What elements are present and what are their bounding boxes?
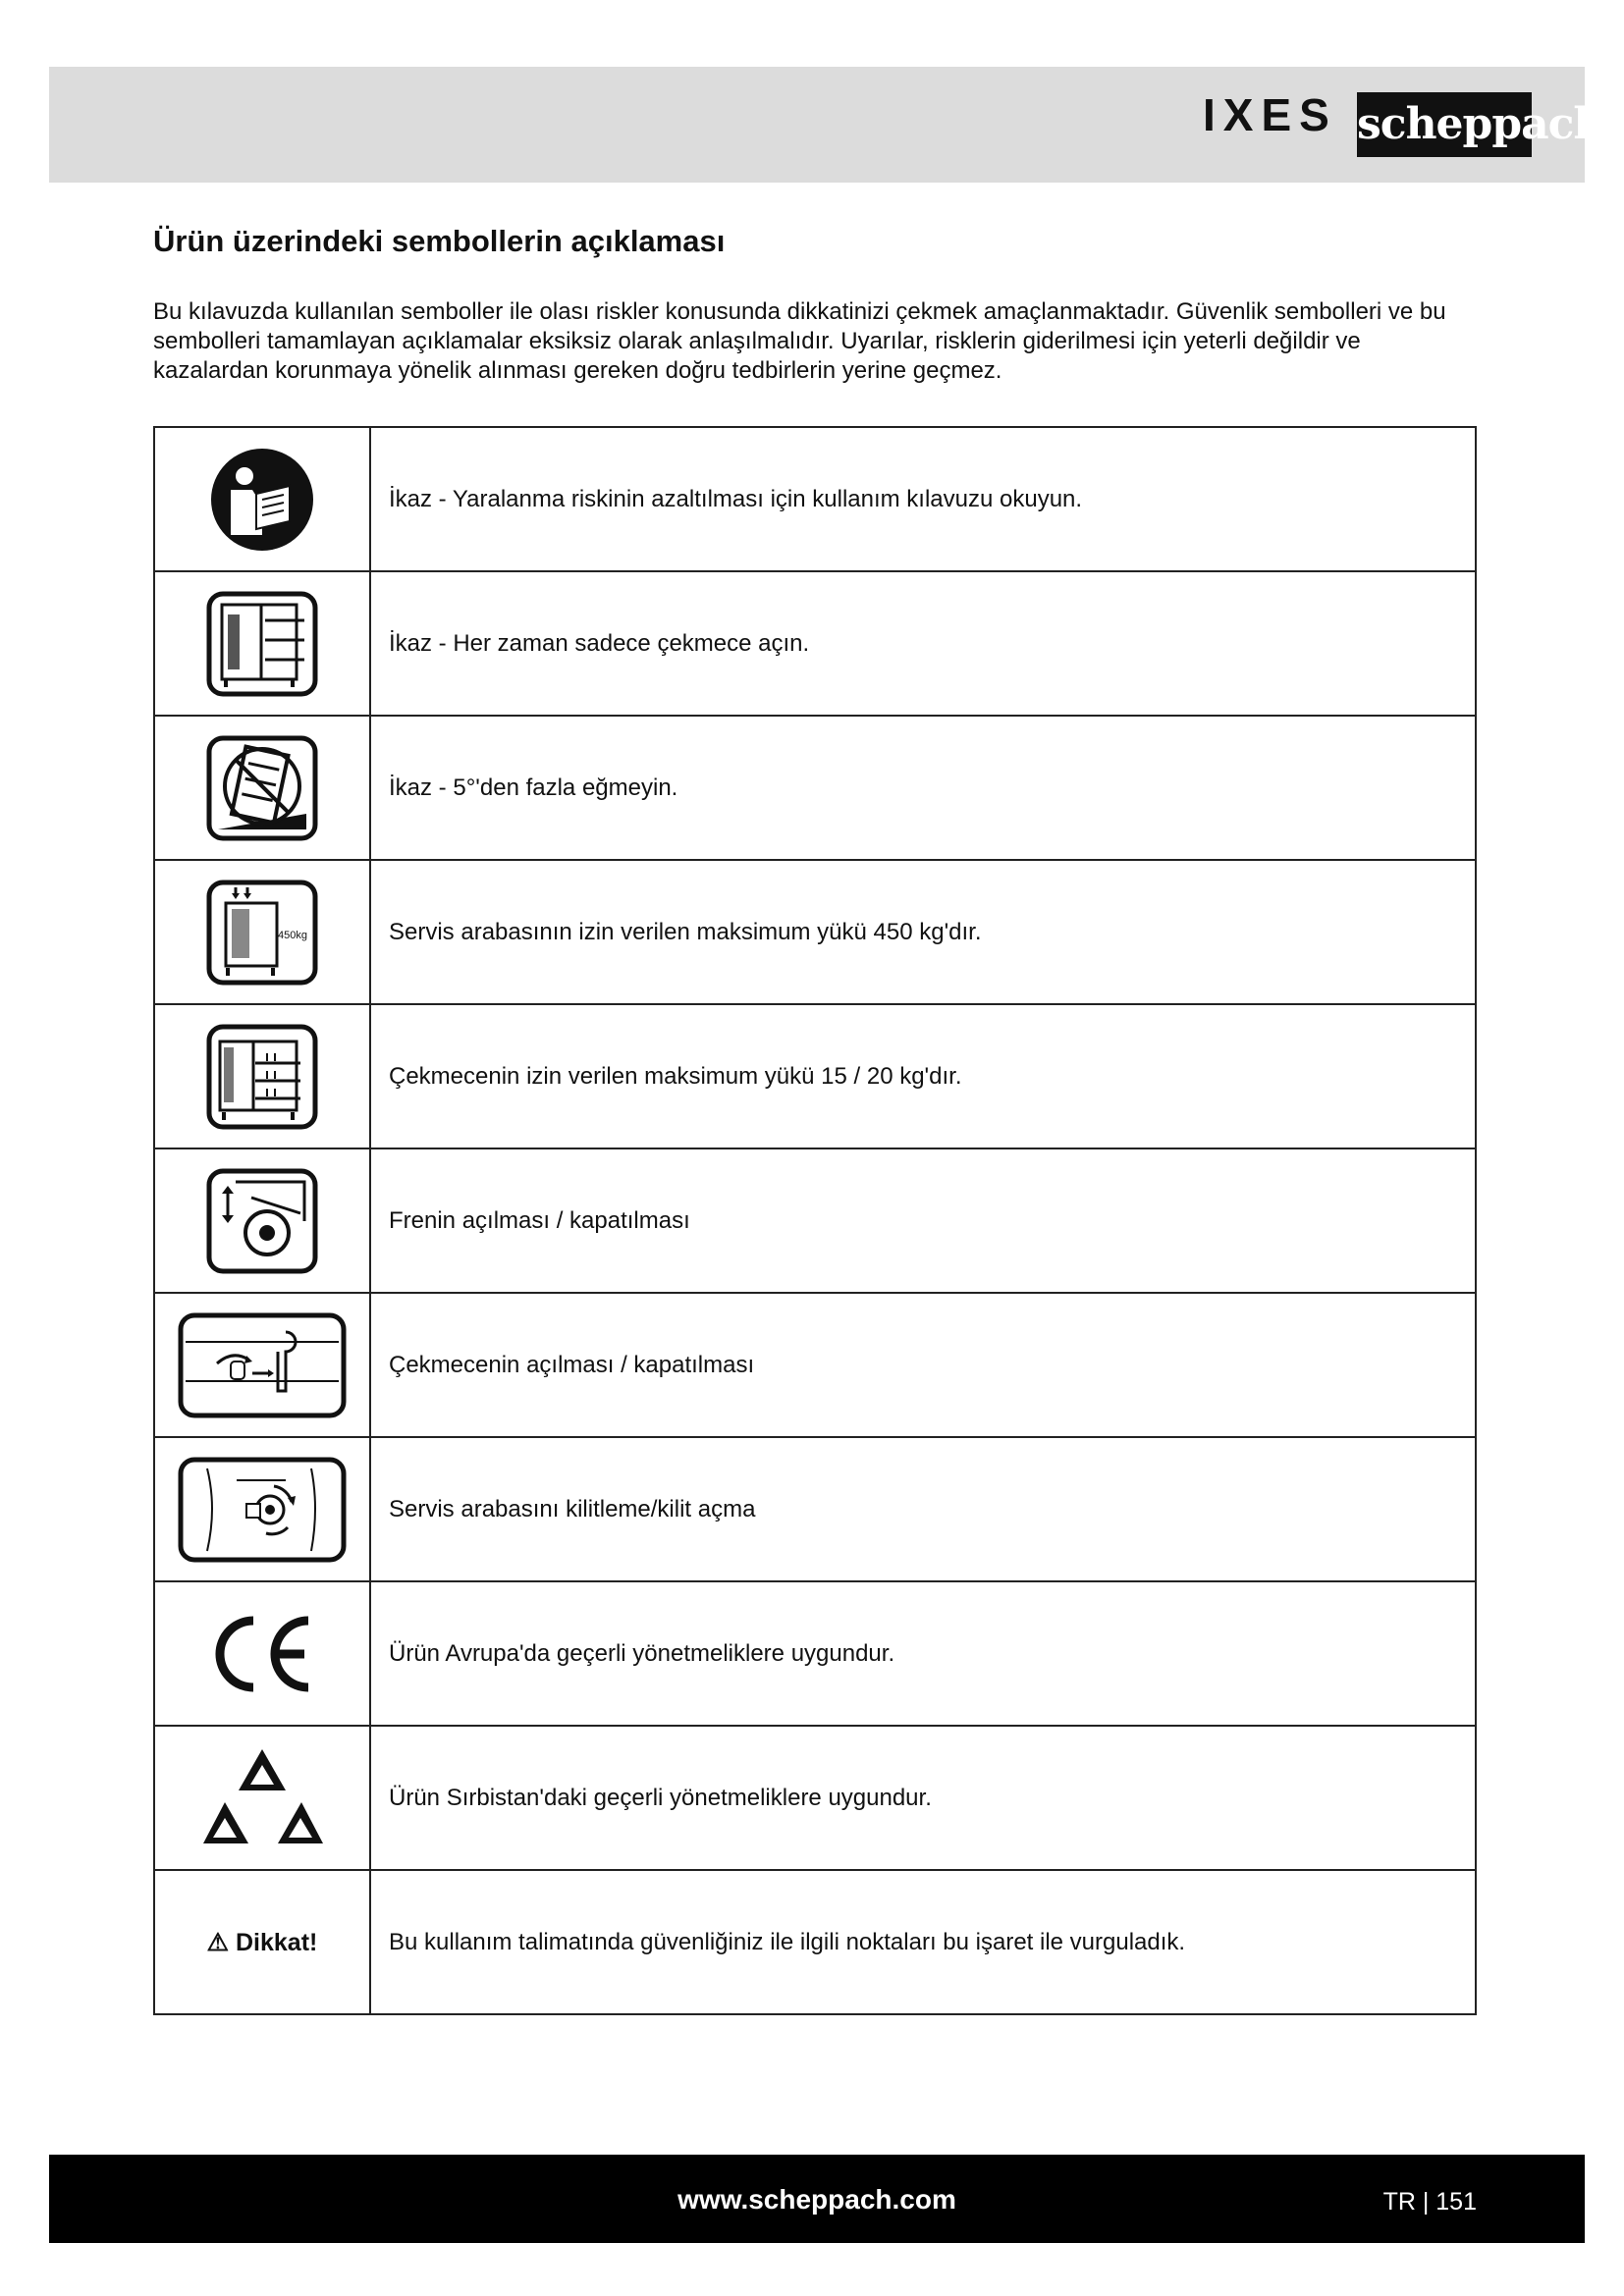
single-drawer-icon	[206, 591, 318, 697]
drawer-load-icon	[206, 1024, 318, 1130]
table-row	[154, 1437, 1476, 1581]
intro-paragraph: Bu kılavuzda kullanılan semboller ile olası riskler konusunda dikkatinizi çekmek amaçlanmaktadır. Güvenlik sembolleri ve bu sembolleri tamamlayan açıklamalar eksiksiz olarak anlaşılmalıdır. Uyarılar, risklerin giderilmesi için yeterli değildir ve kazalardan korunmaya yönelik alınması gereken doğru tedbirlerin yerine geçmez.	[153, 298, 1446, 384]
row-description: Ürün Sırbistan'daki geçerli yönetmeliklere uygundur.	[370, 1726, 1476, 1870]
row-description: Servis arabasının izin verilen maksimum yükü 450 kg'dır.	[370, 860, 1476, 1004]
table-row	[154, 716, 1476, 860]
icon-cell	[154, 1293, 370, 1437]
table-row	[154, 1726, 1476, 1870]
icon-cell	[154, 1004, 370, 1148]
row-description: İkaz - 5°'den fazla eğmeyin.	[370, 716, 1476, 860]
ixes-logo: IXES	[1203, 89, 1337, 140]
icon-cell	[154, 1726, 370, 1870]
footer-bar	[49, 2155, 1585, 2243]
footer-url[interactable]: www.scheppach.com	[677, 2184, 956, 2215]
icon-cell	[154, 571, 370, 716]
header-bar	[49, 67, 1585, 183]
icon-cell	[154, 716, 370, 860]
table-row	[154, 571, 1476, 716]
icon-cell	[154, 1148, 370, 1293]
table-row	[154, 860, 1476, 1004]
table-row	[154, 427, 1476, 571]
icon-cell	[154, 1581, 370, 1726]
scheppach-logo: scheppach	[1357, 92, 1532, 157]
row-description: İkaz - Yaralanma riskinin azaltılması için kullanım kılavuzu okuyun.	[370, 427, 1476, 571]
symbol-table	[153, 426, 1477, 2015]
table-row	[154, 1148, 1476, 1293]
max-load-cart-icon	[206, 880, 318, 986]
dikkat-label: ⚠ Dikkat!	[206, 1928, 318, 1956]
brake-wheel-icon	[206, 1168, 318, 1274]
icon-cell	[154, 860, 370, 1004]
row-description: Çekmecenin açılması / kapatılması	[370, 1293, 1476, 1437]
table-row	[154, 1870, 1476, 2014]
table-row	[154, 1581, 1476, 1726]
row-description: İkaz - Her zaman sadece çekmece açın.	[370, 571, 1476, 716]
ce-mark-icon	[208, 1615, 316, 1693]
icon-cell	[154, 427, 370, 571]
icon-cell	[154, 1437, 370, 1581]
page-number: TR | 151	[1382, 2188, 1477, 2216]
row-description: Bu kullanım talimatında güvenliğiniz ile ilgili noktaları bu işaret ile vurguladık.	[370, 1870, 1476, 2014]
no-tilt-icon	[206, 735, 318, 841]
lock-icon	[178, 1457, 347, 1563]
row-description: Frenin açılması / kapatılması	[370, 1148, 1476, 1293]
table-row	[154, 1293, 1476, 1437]
row-description: Çekmecenin izin verilen maksimum yükü 15 / 20 kg'dır.	[370, 1004, 1476, 1148]
table-row	[154, 1004, 1476, 1148]
page-title: Ürün üzerindeki sembollerin açıklaması	[153, 224, 726, 258]
load-label: 450kg	[278, 929, 307, 941]
serbia-conformity-icon	[201, 1745, 323, 1851]
row-description: Servis arabasını kilitleme/kilit açma	[370, 1437, 1476, 1581]
warning-icon	[154, 1870, 370, 2014]
drawer-open-icon	[178, 1312, 347, 1418]
read-manual-icon	[209, 447, 315, 553]
row-description: Ürün Avrupa'da geçerli yönetmeliklere uygundur.	[370, 1581, 1476, 1726]
